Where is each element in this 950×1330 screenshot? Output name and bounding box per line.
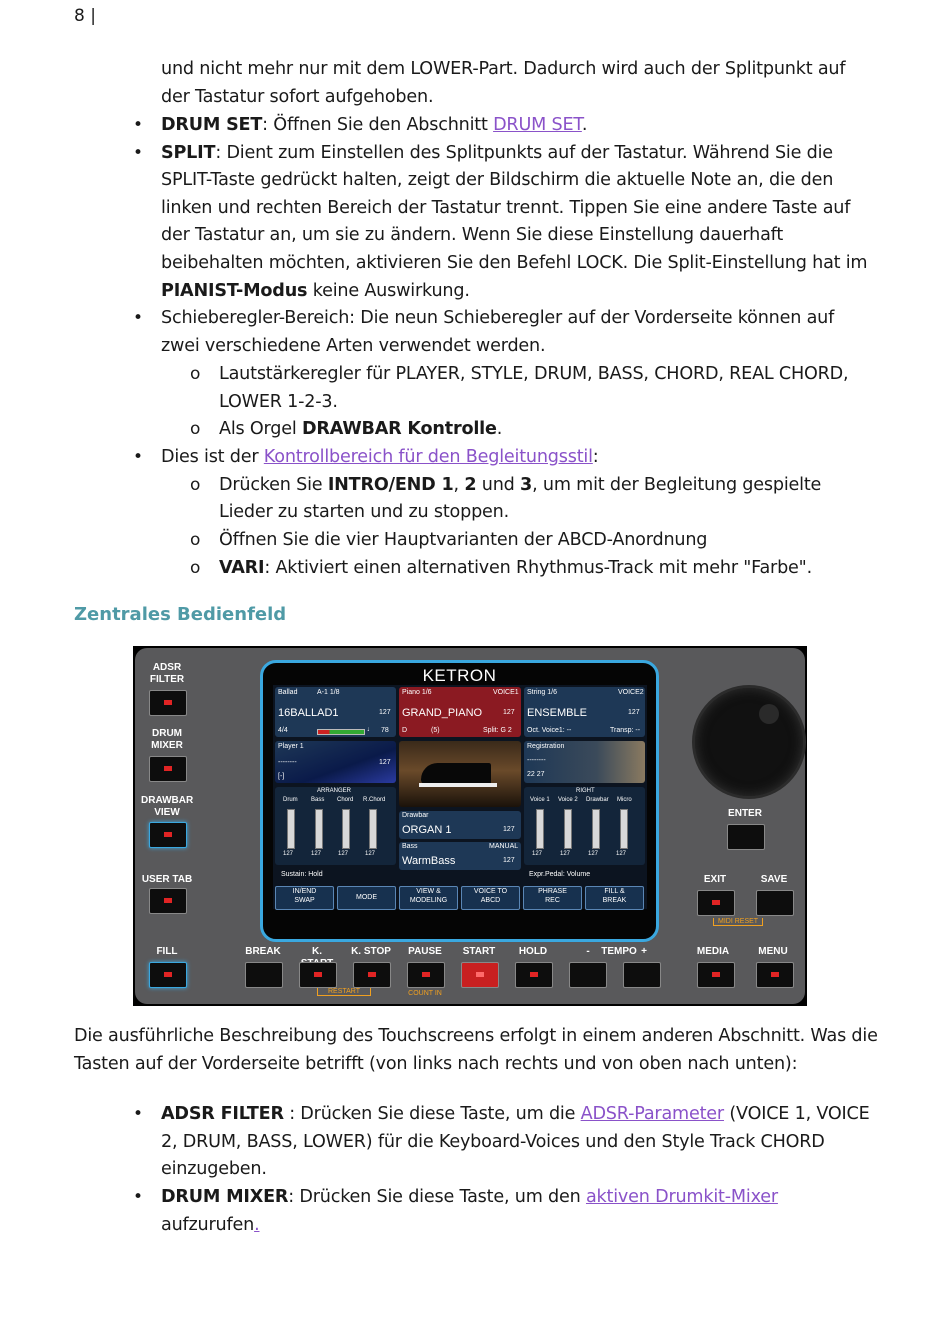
t: und (476, 475, 521, 495)
sub2-end: . (496, 419, 503, 439)
pianist-term: PIANIST-Modus (161, 281, 308, 301)
expr-pedal-status: Expr.Pedal: Volume (529, 871, 591, 878)
bullet-dot: • (133, 115, 144, 135)
right-col-voice1: Voice 1 (530, 797, 550, 803)
num-2: 2 (464, 475, 477, 495)
split-line-2: SPLIT-Taste gedrückt halten, zeigt der Bildschirm die aktuelle Note an, die den (161, 170, 834, 190)
right-col-voice2: Voice 2 (558, 797, 578, 803)
user-tab-label: USER TAB (141, 874, 193, 885)
enter-label: ENTER (728, 808, 762, 819)
drummixer-dot-link[interactable]: . (254, 1215, 260, 1235)
fill-button (149, 962, 187, 988)
style-sub1-line-2: Lieder zu starten und zu stoppen. (219, 502, 510, 522)
media-label: MEDIA (696, 946, 730, 957)
kstop-label: K. STOP (351, 946, 391, 957)
split-line-1 (161, 140, 833, 168)
drummixer-pre: : Drücken Sie diese Taste, um den (288, 1187, 586, 1207)
save-label: SAVE (760, 874, 788, 885)
adsr-line-3: einzugeben. (161, 1159, 267, 1179)
player-value: -------- (278, 759, 297, 766)
bass-label: Bass (402, 843, 418, 850)
touchscreen-bezel (260, 660, 659, 942)
fader-bass (315, 809, 323, 849)
sliders-sub1-line-1: Lautstärkeregler für PLAYER, STYLE, DRUM, BASS, CHORD, REAL CHORD, (219, 364, 849, 384)
drummixer-line-1 (161, 1184, 778, 1212)
intro-line-1: und nicht mehr nur mit dem LOWER-Part. Dadurch wird auch der Splitpunkt auf (161, 59, 846, 79)
sub2-pre: Als Orgel (219, 419, 302, 439)
menu-button (756, 962, 794, 988)
split-text-1: : Dient zum Einstellen des Splitpunkts auf der Tastatur. Während Sie die (215, 143, 833, 163)
exit-label: EXIT (703, 874, 727, 885)
touchscreen (273, 685, 647, 909)
sub-bullet: o (190, 475, 201, 495)
drummixer-text: aufzurufen (161, 1215, 255, 1235)
description-line-1: Die ausführliche Beschreibung des Touchscreens erfolgt in einem anderen Abschnitt. Was die (74, 1026, 878, 1046)
registration-foot: 22 27 (527, 771, 545, 778)
ketron-panel-image (133, 646, 807, 1006)
tempo-plus-label: + (641, 946, 647, 957)
style-control-link[interactable]: Kontrollbereich für den Begleitungsstil (263, 447, 593, 467)
drum-mixer-button (149, 756, 187, 782)
drumset-text: : Öffnen Sie den Abschnitt (262, 115, 494, 135)
pause-button (407, 962, 445, 988)
style-tempo: 78 (381, 727, 389, 734)
bass-volume: 127 (503, 857, 515, 864)
piano-photo (399, 741, 521, 807)
drawbar-tile (399, 811, 521, 839)
soft-button-phrase-rec: PHRASE REC (523, 886, 582, 910)
bass-name: WarmBass (402, 855, 456, 867)
restart-label: RESTART (317, 988, 371, 996)
voice2-category: String 1/6 (527, 689, 557, 696)
count-in-label: COUNT IN (408, 990, 442, 997)
fader-micro (620, 809, 628, 849)
drumset-link[interactable]: DRUM SET (493, 115, 582, 135)
arr-col-chord: Chord (337, 797, 354, 803)
kstart-label: K. (312, 946, 322, 957)
split-text-6: keine Auswirkung. (307, 281, 470, 301)
style-sub3 (219, 555, 812, 583)
voice2-name: ENSEMBLE (527, 707, 587, 719)
fader-value: 127 (616, 851, 627, 857)
split-line-5: beibehalten möchten, aktivieren Sie den Befehl LOCK. Die Split-Einstellung hat im (161, 253, 868, 273)
fader-value: 127 (560, 851, 571, 857)
sustain-status: Sustain: Hold (281, 871, 323, 878)
beat-indicator (317, 729, 365, 735)
arr-col-bass: Bass (311, 797, 325, 803)
right-label: RIGHT (576, 788, 595, 794)
drawbar-term: DRAWBAR Kontrolle (301, 419, 497, 439)
intro-end-term: INTRO/END 1 (327, 475, 454, 495)
pause-label: PAUSE (408, 946, 442, 957)
right-col-drawbar: Drawbar (586, 797, 609, 803)
adsr-line-2: 2, DRUM, BASS, LOWER) für die Keyboard-Voices und den Style Track CHORD (161, 1132, 825, 1152)
hold-button (515, 962, 553, 988)
t: Drücken Sie (219, 475, 328, 495)
sliders-line-2: zwei verschiedene Arten verwendet werden. (161, 336, 546, 356)
fill-label: FILL (156, 946, 178, 957)
fader-drawbar (592, 809, 600, 849)
right-section (524, 787, 645, 865)
voice1-category: Piano 1/6 (402, 689, 432, 696)
style-pre: Dies ist der (161, 447, 264, 467)
piano-keys (419, 783, 497, 787)
fader-voice1 (536, 809, 544, 849)
style-position: A-1 1/8 (317, 689, 340, 696)
drumset-end: . (581, 115, 588, 135)
arranger-label: ARRANGER (317, 788, 352, 794)
piano-shape (421, 763, 491, 785)
fader-value: 127 (532, 851, 543, 857)
drum-mixer-label: DRUM MIXER (151, 728, 183, 751)
bass-tile (399, 842, 521, 870)
style-volume: 127 (379, 709, 391, 716)
sliders-sub1-line-2: LOWER 1-2-3. (219, 392, 338, 412)
adsr-filter-label: ADSR FILTER (149, 662, 185, 685)
kstart-button (299, 962, 337, 988)
voice1-tile (399, 687, 521, 737)
style-category: Ballad (278, 689, 298, 696)
soft-button-view-modeling: VIEW & MODELING (399, 886, 458, 910)
adsr-pre: : Drücken Sie diese Taste, um die (283, 1104, 581, 1124)
soft-button-fill-break: FILL & BREAK (585, 886, 644, 910)
fader-drum (287, 809, 295, 849)
style-tile (275, 687, 396, 737)
tempo-label: TEMPO (601, 946, 637, 957)
drawbar-volume: 127 (503, 826, 515, 833)
wheel-dot (759, 704, 779, 724)
break-button (245, 962, 283, 988)
adsr-parameter-link[interactable]: ADSR-Parameter (580, 1104, 724, 1124)
page-number: 8 | (74, 6, 96, 26)
arr-col-drum: Drum (283, 797, 298, 803)
t: , (453, 475, 465, 495)
style-sub2: Öffnen Sie die vier Hauptvarianten der ABCD-Anordnung (219, 530, 708, 550)
adsr-term: ADSR FILTER (161, 1104, 284, 1124)
registration-label: Registration (527, 743, 565, 750)
midi-reset-label: MIDI RESET (713, 918, 763, 926)
voice2-tile (524, 687, 645, 737)
voice1-volume: 127 (503, 709, 515, 716)
panel-frame (135, 648, 805, 1004)
right-col-micro: Micro (617, 797, 632, 803)
voice1-name: GRAND_PIANO (402, 707, 483, 719)
media-button (697, 962, 735, 988)
drummixer-line-2 (161, 1212, 259, 1240)
voice2-transpose: Transp: -- (610, 727, 641, 734)
break-label: BREAK (245, 946, 281, 957)
drawbar-view-label: DRAWBAR VIEW (141, 795, 194, 818)
arr-col-rchord: R.Chord (363, 797, 386, 803)
tempo-minus-button (569, 962, 607, 988)
kstop-button (353, 962, 391, 988)
menu-label: MENU (758, 946, 788, 957)
player-foot: [-] (278, 773, 285, 780)
start-label: START (462, 946, 496, 957)
drumset-item (161, 112, 587, 140)
fader-value: 127 (338, 851, 349, 857)
style-sub1-line-1 (219, 472, 821, 500)
section-heading: Zentrales Bedienfeld (74, 604, 287, 625)
bullet-dot: • (133, 143, 144, 163)
drumkit-mixer-link[interactable]: aktiven Drumkit-Mixer (585, 1187, 778, 1207)
sliders-line-1: Schieberegler-Bereich: Die neun Schieberegler auf der Vorderseite können auf (161, 308, 835, 328)
bullet-dot: • (133, 1104, 144, 1124)
fader-value: 127 (588, 851, 599, 857)
voice1-octave: (5) (431, 727, 440, 734)
data-wheel (695, 688, 803, 796)
bullet-dot: • (133, 447, 144, 467)
drawbar-view-button (149, 822, 187, 848)
adsr-line-1 (161, 1101, 870, 1129)
style-line (161, 444, 599, 472)
registration-tile (524, 741, 645, 783)
voice1-split: Split: G 2 (483, 727, 512, 734)
soft-button-mode: MODE (337, 886, 396, 910)
adsr-post: (VOICE 1, VOICE (723, 1104, 870, 1124)
voice1-key: D (402, 727, 408, 734)
sub-bullet: o (190, 364, 201, 384)
sub-bullet: o (190, 558, 201, 578)
split-term: SPLIT (161, 143, 216, 163)
player-label: Player 1 (278, 743, 304, 750)
num-3: 3 (520, 475, 533, 495)
drumset-term: DRUM SET (161, 115, 263, 135)
hold-label: HOLD (518, 946, 548, 957)
adsr-filter-button (149, 690, 187, 716)
bullet-dot: • (133, 308, 144, 328)
drummixer-term: DRUM MIXER (161, 1187, 289, 1207)
split-line-3: linken und rechten Bereich der Tastatur trennt. Tippen Sie eine andere Taste auf (161, 198, 851, 218)
registration-value: -------- (527, 757, 546, 764)
fader-voice2 (564, 809, 572, 849)
bass-mode: MANUAL (489, 843, 519, 850)
style-meter: 4/4 (278, 727, 288, 734)
fader-chord (342, 809, 350, 849)
drawbar-label: Drawbar (402, 812, 429, 819)
split-line-4: der Tastatur an, um sie zu ändern. Wenn Sie diese Einstellung dauerhaft (161, 225, 784, 245)
description-line-2: Tasten auf der Vorderseite betrifft (von links nach rechts und von oben nach unten): (74, 1054, 798, 1074)
player-tile (275, 741, 396, 783)
exit-button (697, 890, 735, 916)
voice2-volume: 127 (628, 709, 640, 716)
voice2-tag: VOICE2 (618, 689, 644, 696)
t: , um mit der Begleitung gespielte (532, 475, 822, 495)
sliders-sub2 (219, 416, 502, 444)
arranger-section (275, 787, 396, 865)
save-button (756, 890, 794, 916)
fader-rchord (369, 809, 377, 849)
vari-text: : Aktiviert einen alternativen Rhythmus-Track mit mehr "Farbe". (264, 558, 812, 578)
tempo-minus-label: - (586, 946, 590, 957)
voice1-tag: VOICE1 (493, 689, 519, 696)
sub-bullet: o (190, 419, 201, 439)
soft-button-voice-to-abcd: VOICE TO ABCD (461, 886, 520, 910)
fader-value: 127 (365, 851, 376, 857)
sub-bullet: o (190, 530, 201, 550)
start-button (461, 962, 499, 988)
voice2-octave: Oct. Voice1: -- (527, 727, 572, 734)
brand-logo: KETRON (422, 666, 497, 685)
style-end: : (592, 447, 599, 467)
enter-button (727, 824, 765, 850)
user-tab-button (149, 888, 187, 914)
soft-button-in-end-swap: IN/END SWAP (275, 886, 334, 910)
drawbar-name: ORGAN 1 (402, 824, 452, 836)
player-volume: 127 (379, 759, 391, 766)
fader-value: 127 (283, 851, 294, 857)
intro-line-2: der Tastatur sofort aufgehoben. (161, 87, 434, 107)
vari-term: VARI (219, 558, 265, 578)
style-name: 16BALLAD1 (278, 707, 339, 719)
split-line-6 (161, 278, 470, 306)
tempo-plus-button (623, 962, 661, 988)
fader-value: 127 (311, 851, 322, 857)
note-icon: ♩ (367, 726, 374, 733)
bullet-dot: • (133, 1187, 144, 1207)
